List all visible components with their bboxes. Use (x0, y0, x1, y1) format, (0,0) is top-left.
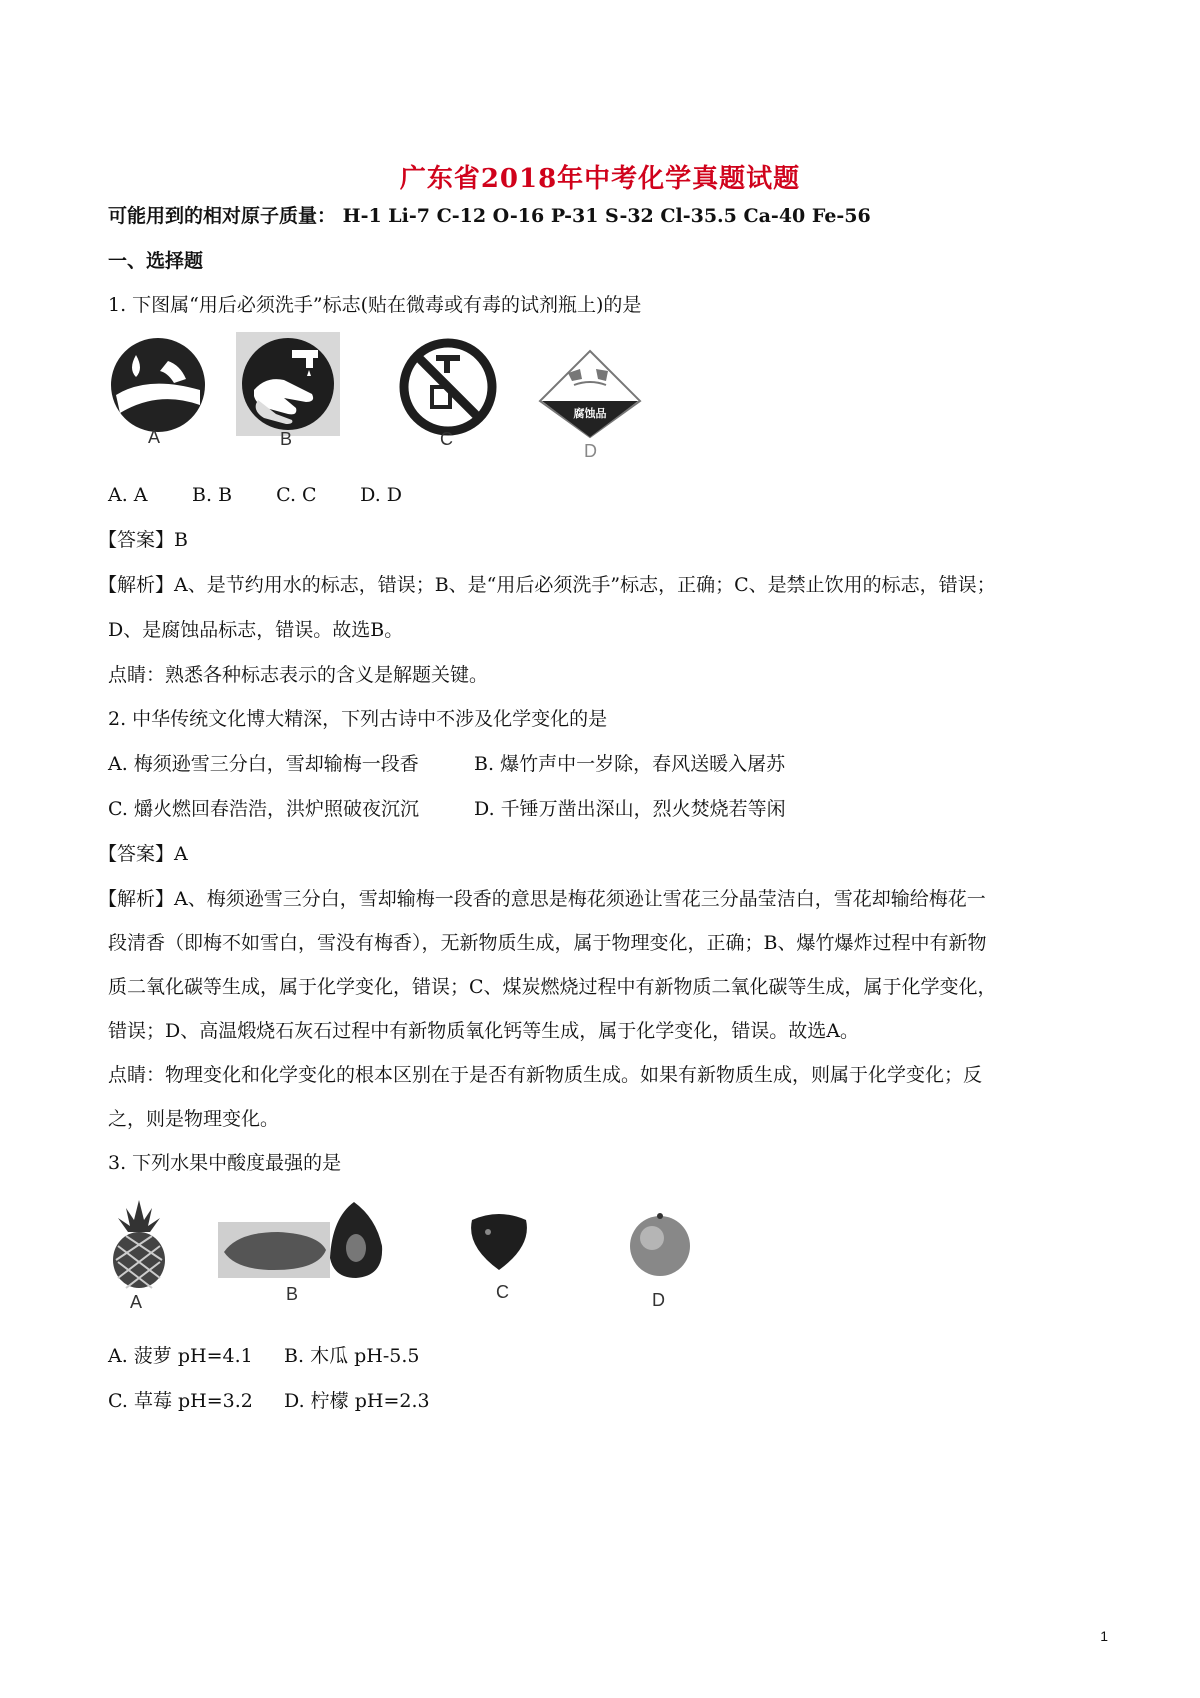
q1-tip: 点睛：熟悉各种标志表示的含义是解题关键。 (108, 664, 489, 686)
q3-stem: 3. 下列水果中酸度最强的是 (108, 1152, 342, 1174)
q3-option-b[interactable]: B. 木瓜 pH-5.5 (284, 1345, 420, 1367)
q1-fig-label-a: A (148, 427, 161, 447)
q3-option-a[interactable]: A. 菠萝 pH=4.1 (108, 1345, 253, 1367)
q1-fig-label-d: D (584, 441, 597, 461)
q2-options-row (108, 798, 786, 821)
q2-answer: 【答案】A (98, 843, 188, 865)
q1-answer: 【答案】B (98, 529, 188, 551)
q3-fig-label-d: D (652, 1290, 665, 1310)
q3-option-d[interactable]: D. 柠檬 pH=2.3 (284, 1390, 430, 1412)
q3-fig-label-a: A (130, 1292, 143, 1312)
q1-analysis-line: 【解析】A、是节约用水的标志，错误；B、是“用后必须洗手”标志，正确；C、是禁止饮用的标志，错误； (98, 574, 996, 596)
papaya-icon (218, 1198, 398, 1282)
lemon-icon (626, 1210, 694, 1278)
no-drinking-sign-icon (398, 337, 498, 437)
q2-analysis-line: 段清香（即梅不如雪白，雪没有梅香），无新物质生成，属于物理变化，正确；B、爆竹爆炸过程中有新物 (108, 932, 987, 954)
q1-analysis-line: D、是腐蚀品标志，错误。故选B。 (108, 619, 404, 641)
section-heading: 一、选择题 (108, 250, 204, 272)
q2-analysis-line: 错误；D、高温煅烧石灰石过程中有新物质氧化钙等生成，属于化学变化，错误。故选A。 (108, 1020, 859, 1042)
q1-option-a[interactable]: A. A (108, 484, 148, 506)
q2-option-b[interactable]: B. 爆竹声中一岁除，春风送暖入屠苏 (474, 753, 786, 775)
strawberry-icon (466, 1210, 532, 1272)
corrosive-sign-icon (538, 349, 642, 439)
wash-hands-sign-icon (236, 332, 340, 436)
water-saving-sign-icon (108, 335, 208, 435)
q2-tip-line: 点睛：物理变化和化学变化的根本区别在于是否有新物质生成。如果有新物质生成，则属于化学变化；反 (108, 1064, 983, 1086)
q1-stem: 1. 下图属“用后必须洗手”标志(贴在微毒或有毒的试剂瓶上)的是 (108, 294, 642, 316)
q3-options-row (108, 1390, 430, 1413)
q2-option-c[interactable]: C. 爝火燃回春浩浩，洪炉照破夜沉沉 (108, 798, 419, 820)
q1-options (108, 484, 402, 507)
q3-option-c[interactable]: C. 草莓 pH=3.2 (108, 1390, 253, 1412)
q1-fig-label-b: B (280, 429, 293, 449)
page-number: 1 (1100, 1628, 1108, 1644)
q1-option-b[interactable]: B. B (192, 484, 233, 506)
page-title: 广东省2018年中考化学真题试题 (399, 164, 801, 194)
q2-analysis-line: 质二氧化碳等生成，属于化学变化，错误；C、煤炭燃烧过程中有新物质二氧化碳等生成，属于化学变化， (108, 976, 997, 998)
q2-stem: 2. 中华传统文化博大精深，下列古诗中不涉及化学变化的是 (108, 708, 608, 730)
q3-options-row (108, 1345, 420, 1368)
corrosive-label: 腐蚀品 (573, 407, 607, 420)
q2-option-a[interactable]: A. 梅须逊雪三分白，雪却输梅一段香 (108, 753, 419, 775)
pineapple-icon (108, 1198, 170, 1290)
q3-fig-label-b: B (286, 1284, 299, 1304)
q2-tip-line: 之，则是物理变化。 (108, 1108, 280, 1130)
q1-fig-label-c: C (440, 429, 453, 449)
q1-option-d[interactable]: D. D (360, 484, 403, 506)
q2-analysis-line: 【解析】A、梅须逊雪三分白，雪却输梅一段香的意思是梅花须逊让雪花三分晶莹洁白，雪花却输给梅花一 (98, 888, 986, 910)
q3-fig-label-c: C (496, 1282, 509, 1302)
q2-option-d[interactable]: D. 千锤万凿出深山，烈火焚烧若等闲 (474, 798, 786, 820)
q1-option-c[interactable]: C. C (276, 484, 317, 506)
atomic-masses: 可能用到的相对原子质量： H-1 Li-7 C-12 O-16 P-31 S-32 Cl-35.5 Ca-40 Fe-56 (108, 205, 871, 227)
q2-options-row (108, 753, 785, 776)
